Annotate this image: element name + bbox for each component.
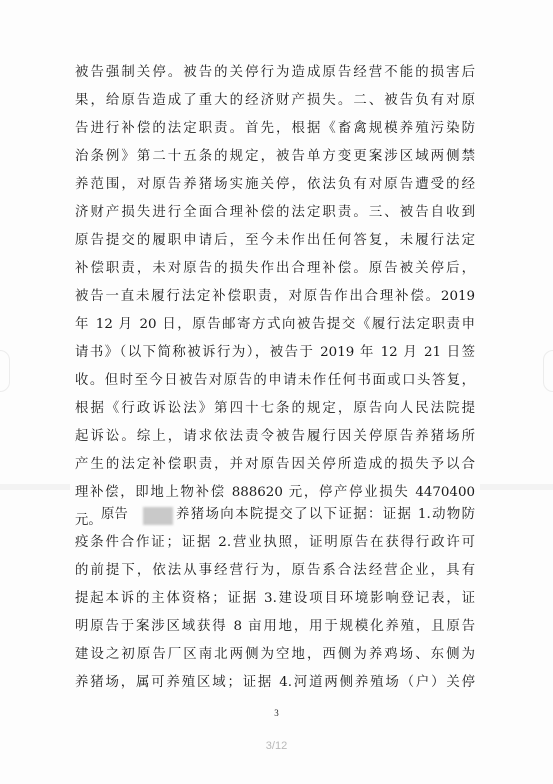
scan-artifact-right xyxy=(480,484,553,490)
text-line: 养猪场，属可养殖区域；证据 4.河道两侧养殖场（户）关停 xyxy=(75,675,475,690)
left-edge-mark xyxy=(0,350,10,392)
text-line: 建设之初原告厂区南北两侧为空地，西侧为养鸡场、东侧为 xyxy=(75,647,475,662)
text-line: 被告强制关停。被告的关停行为造成原告经营不能的损害后 xyxy=(75,65,475,80)
text-line: 被告一直未履行法定补偿职责，对原告作出合理补偿。2019 xyxy=(75,289,475,304)
text-line: 产生的法定补偿职责，并对原告因关停所造成的损失予以合 xyxy=(75,457,475,472)
text-line: 疫条件合作证；证据 2.营业执照，证明原告在获得行政许可 xyxy=(75,535,475,550)
text-line: 提起本诉的主体资格；证据 3.建设项目环境影响登记表，证 xyxy=(75,591,475,606)
paragraph2-lead-after: 养猪场向本院提交了以下证据：证据 1.动物防 xyxy=(176,507,475,522)
text-line: 原告提交的履职申请后，至今未作出任何答复，未履行法定 xyxy=(75,233,475,248)
page-number: 3 xyxy=(274,708,279,718)
right-edge-mark xyxy=(543,350,553,392)
text-line: 的前提下，依法从事经营行为，原告系合法经营企业，具有 xyxy=(75,563,475,578)
text-line: 理补偿，即地上物补偿 888620 元，停产停业损失 4470400 xyxy=(75,485,475,500)
text-line: 请书》（以下简称被诉行为），被告于 2019 年 12 月 21 日签 xyxy=(75,345,475,360)
text-line: 元。 xyxy=(75,513,102,528)
scan-artifact-left xyxy=(0,484,70,490)
text-line: 明原告于案涉区域获得 8 亩用地，用于规模化养殖，且原告 xyxy=(75,619,475,634)
text-line: 济财产损失进行全面合理补偿的法定职责。三、被告自收到 xyxy=(75,205,475,220)
text-line: 根据《行政诉讼法》第四十七条的规定，原告向人民法院提 xyxy=(75,401,475,416)
text-line: 收。但时至今日被告对原告的申请未作任何书面或口头答复， xyxy=(75,373,475,388)
viewer-page-indicator: 3/12 xyxy=(265,740,288,752)
text-line: 告进行补偿的法定职责。首先，根据《畜禽规模养殖污染防 xyxy=(75,121,475,136)
text-line: 养范围，对原告养猪场实施关停，依法负有对原告遭受的经 xyxy=(75,177,475,192)
text-line: 治条例》第二十五条的规定，被告单方变更案涉区域两侧禁 xyxy=(75,149,475,164)
text-line: 年 12 月 20 日，原告邮寄方式向被告提交《履行法定职责申 xyxy=(75,317,475,332)
paragraph2-lead-before: 原告 xyxy=(101,507,128,522)
text-line: 起诉讼。综上，请求依法责令被告履行因关停原告养猪场所 xyxy=(75,429,475,444)
redaction-block xyxy=(143,507,173,525)
text-line: 补偿职责，未对原告的损失作出合理补偿。原告被关停后， xyxy=(75,261,475,276)
text-line: 果，给原告造成了重大的经济财产损失。二、被告负有对原 xyxy=(75,93,475,108)
